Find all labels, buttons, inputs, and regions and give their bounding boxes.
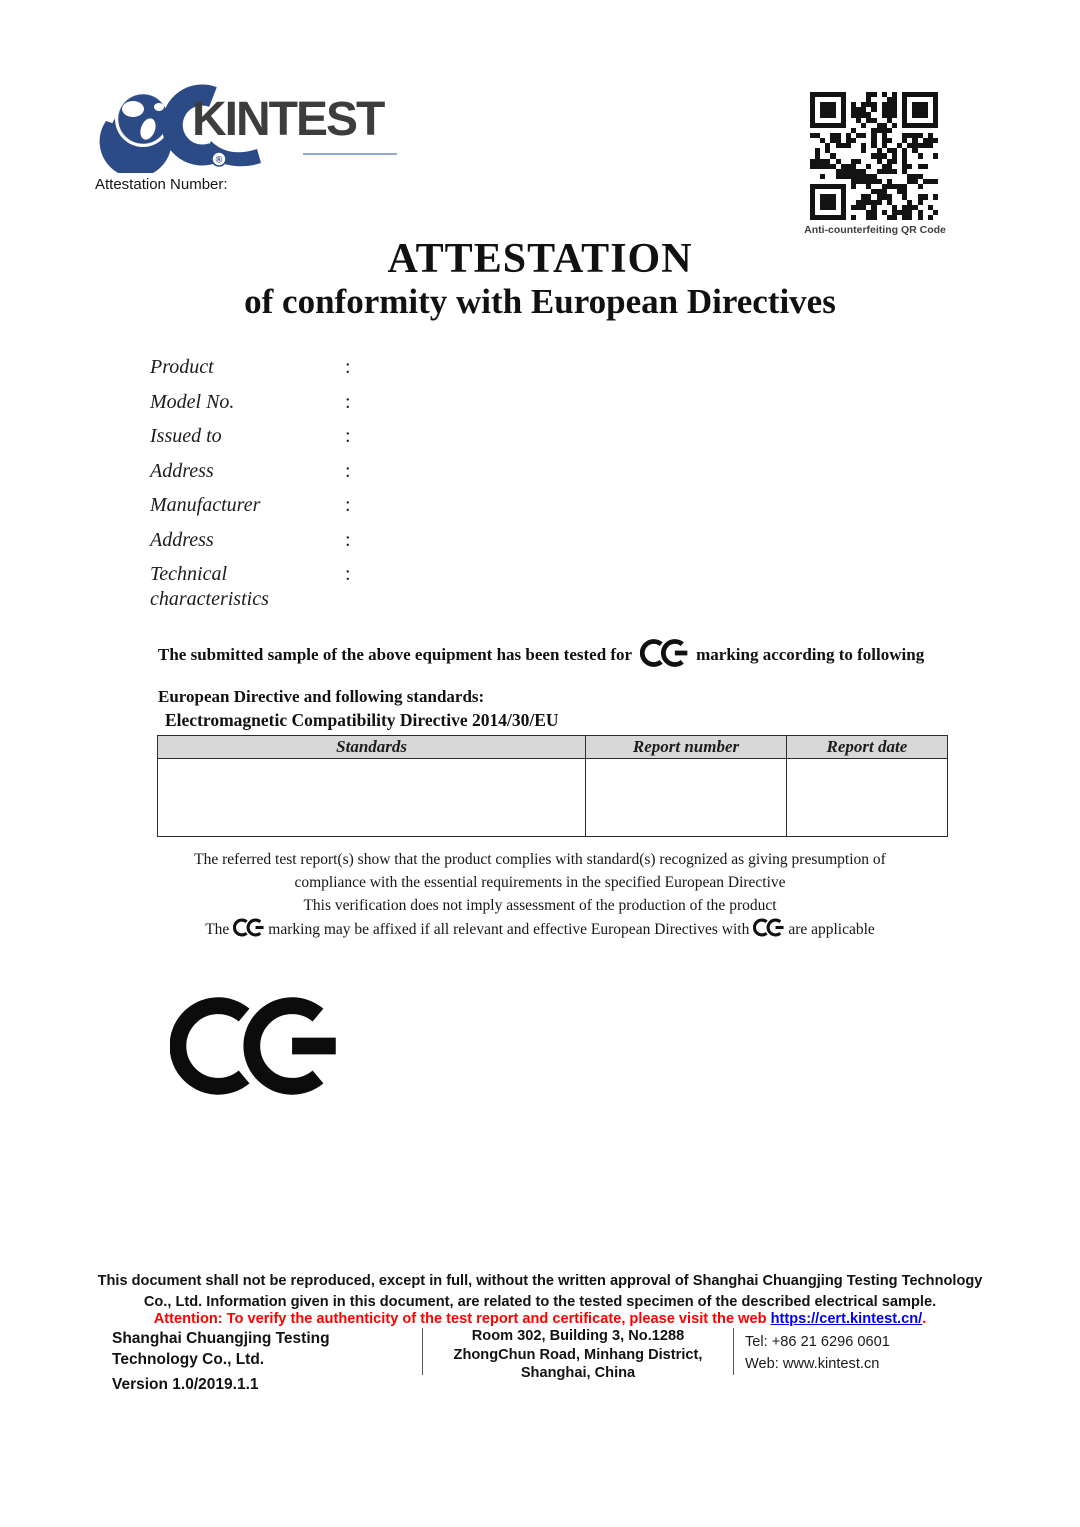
ce-mark-icon [233, 917, 264, 945]
document-subtitle: of conformity with European Directives [244, 282, 836, 321]
qr-caption: Anti-counterfeiting QR Code [804, 224, 946, 236]
field-colon: : [345, 528, 351, 551]
qr-finder-bottom-left [810, 184, 846, 220]
attention-text: Attention: To verify the authenticity of the test report and certificate, please visit the web [153, 1311, 771, 1327]
field-label: Manufacturer [150, 494, 261, 516]
field-colon: : [345, 425, 351, 447]
field-colon: : [345, 356, 351, 378]
field-colon: : [345, 494, 351, 516]
qr-code-icon [810, 92, 938, 220]
address-line-2: ZhongChun Road, Minhang District, [453, 1346, 703, 1363]
cell-report-number [586, 759, 787, 837]
directive-heading: Electromagnetic Compatibility Directive 2014/30/EU [165, 710, 559, 730]
field-label: Address [150, 459, 214, 482]
tested-statement [158, 637, 963, 713]
compliance-line-3: This verification does not imply assessment of the production of the product [303, 897, 777, 914]
qr-finder-top-left [810, 92, 846, 128]
logo-underline [303, 153, 397, 155]
field-list [150, 355, 870, 612]
company-name-line-2: Technology Co., Ltd. [112, 1351, 265, 1368]
compliance-line-4-text: The [205, 921, 230, 938]
standards-table [157, 735, 948, 837]
field-row-product [150, 355, 870, 390]
ce-mark-icon [640, 637, 688, 680]
company-name [112, 1328, 412, 1370]
field-label: Technical characteristics [150, 563, 269, 610]
field-label: Product [150, 356, 214, 378]
address-line-1: Room 302, Building 3, No.1288 [471, 1328, 685, 1344]
standards-table-header-row [158, 736, 948, 759]
notice-line-2: Co., Ltd. Information given in this document, are related to the tested specimen of the described electrical sample. [143, 1293, 937, 1310]
attestation-number-label: Attestation Number: [95, 176, 228, 193]
field-row-address-1 [150, 459, 870, 494]
certificate-verification-link[interactable]: https://cert.kintest.cn/ [770, 1311, 923, 1327]
field-colon: : [345, 563, 351, 585]
compliance-line-2: compliance with the essential requirements in the specified European Directive [294, 874, 786, 891]
compliance-line-4-text: are applicable [788, 921, 875, 938]
field-row-manufacturer [150, 493, 870, 528]
cell-report-date [786, 759, 947, 837]
ce-mark-icon [753, 917, 784, 945]
column-header-report-date: Report date [786, 736, 947, 759]
qr-finder-top-right [902, 92, 938, 128]
registered-mark: ® [215, 154, 223, 165]
ce-mark-icon [170, 990, 338, 1107]
field-colon: : [345, 459, 351, 482]
field-row-technical-characteristics [150, 562, 870, 612]
cell-standards [158, 759, 586, 837]
field-colon: : [345, 390, 351, 413]
attention-line [0, 1311, 1080, 1327]
field-row-address-2 [150, 528, 870, 563]
statement-after-ce: marking according to following European Directive and following standards: [158, 645, 925, 707]
compliance-paragraph [90, 848, 990, 945]
notice-line-1: This document shall not be reproduced, except in full, without the written approval of Shanghai Chuangjing Testing Technology [97, 1273, 983, 1289]
column-header-standards: Standards [158, 736, 586, 759]
footer-divider-left [422, 1328, 423, 1375]
reproduction-notice [0, 1271, 1080, 1312]
statement-before-ce: The submitted sample of the above equipment has been tested for [158, 645, 633, 664]
web-line: Web: www.kintest.cn [745, 1356, 880, 1372]
compliance-line-1: The referred test report(s) show that the product complies with standard(s) recognized as giving presumption of [194, 851, 886, 868]
attention-suffix: . [922, 1311, 927, 1327]
field-label: Model No. [150, 390, 235, 413]
company-address [432, 1327, 724, 1383]
compliance-line-4-text: marking may be affixed if all relevant and effective European Directives with [268, 921, 750, 938]
company-contact [745, 1331, 1065, 1375]
standards-table-row [158, 759, 948, 837]
address-line-3: Shanghai, China [520, 1365, 636, 1381]
field-label: Address [150, 528, 214, 551]
column-header-report-number: Report number [586, 736, 787, 759]
footer-divider-right [733, 1328, 734, 1375]
version-label: Version 1.0/2019.1.1 [112, 1376, 259, 1393]
document-title: ATTESTATION [387, 236, 693, 282]
compliance-line-4 [90, 917, 990, 945]
tel-line: Tel: +86 21 6296 0601 [745, 1334, 890, 1350]
field-label: Issued to [150, 425, 222, 447]
company-name-line-1: Shanghai Chuangjing Testing [112, 1330, 330, 1347]
field-row-issued-to [150, 424, 870, 459]
field-row-model [150, 390, 870, 425]
brand-name: KINTEST [192, 93, 384, 146]
